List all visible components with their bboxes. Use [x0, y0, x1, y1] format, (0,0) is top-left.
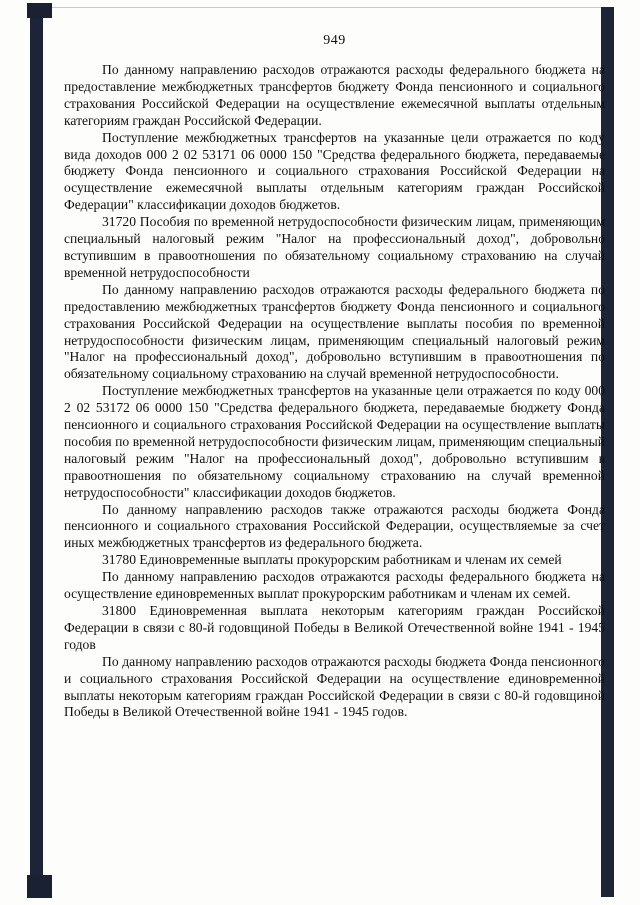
- paragraph: По данному направлению расходов отражаются расходы федерального бюджета на предоставление межбюджетных трансфертов бюджету Фонда пенсионного и социального страхования Российской Федерации на осуществление ежемесячной выплаты отдельным категориям граждан Российской Федерации.: [64, 62, 605, 128]
- paragraph: По данному направлению расходов отражаются расходы федерального бюджета на осуществление единовременных выплат прокурорским работникам и членам их семей.: [64, 569, 605, 602]
- scan-top-edge-line: [43, 7, 601, 8]
- scan-mark-top-left: [27, 3, 52, 18]
- paragraph: По данному направлению расходов отражаются расходы бюджета Фонда пенсионного и социального страхования Российской Федерации на осуществление единовременной выплаты некоторым категориям граждан Российской Федерации в связи с 80-й годовщиной Победы в Великой Отечественной войне 1941 - 1945 годов.: [64, 653, 605, 720]
- paragraph: Поступление межбюджетных трансфертов на указанные цели отражается по коду 000 2 02 53172 06 0000 150 "Средства федерального бюджета, передаваемые бюджету Фонда пенсионного и социального страхования Российской Федерации на осуществление выплаты пособия по временной нетрудоспособности физическим лицам, применяющим специальный налоговый режим "Налог на профессиональный доход", добровольно вступившим в правоотношения по обязательному социальному страхованию на случай временной нетрудоспособности" классификации доходов бюджетов.: [64, 383, 605, 500]
- page-number: 949: [323, 33, 346, 48]
- paragraph: По данному направлению расходов также отражаются расходы бюджета Фонда пенсионного и социального страхования Российской Федерации, осуществляемые за счет иных межбюджетных трансфертов из федерального бюджета.: [64, 501, 605, 551]
- scan-mark-bottom-left: [27, 875, 52, 898]
- scan-edge-bar-left: [30, 7, 43, 897]
- document-body: [64, 62, 605, 721]
- paragraph: По данному направлению расходов отражаются расходы федерального бюджета по предоставлению межбюджетных трансфертов бюджету Фонда пенсионного и социального страхования Российской Федерации на осуществление выплаты пособия по временной нетрудоспособности физическим лицам, применяющим специальный налоговый режим "Налог на профессиональный доход", добровольно вступившим в правоотношения по обязательному социальному страхованию на случай временной нетрудоспособности.: [64, 281, 605, 382]
- paragraph-heading-31720: 31720 Пособия по временной нетрудоспособности физическим лицам, применяющим специальный налоговый режим "Налог на профессиональный доход", добровольно вступившим в правоотношения по обязательному социальному страхованию на случай временной нетрудоспособности: [64, 214, 605, 280]
- paragraph-heading-31800: 31800 Единовременная выплата некоторым категориям граждан Российской Федерации в связи с 80-й годовщиной Победы в Великой Отечественной войне 1941 - 1945 годов: [64, 603, 605, 652]
- paragraph: Поступление межбюджетных трансфертов на указанные цели отражается по коду вида доходов 000 2 02 53171 06 0000 150 "Средства федерального бюджета, передаваемые бюджету Фонда пенсионного и социального страхования Российской Федерации на осуществление ежемесячной выплаты отдельным категориям граждан Российской Федерации" классификации доходов бюджетов.: [64, 129, 605, 213]
- paragraph-heading-31780: 31780 Единовременные выплаты прокурорским работникам и членам их семей: [102, 552, 562, 568]
